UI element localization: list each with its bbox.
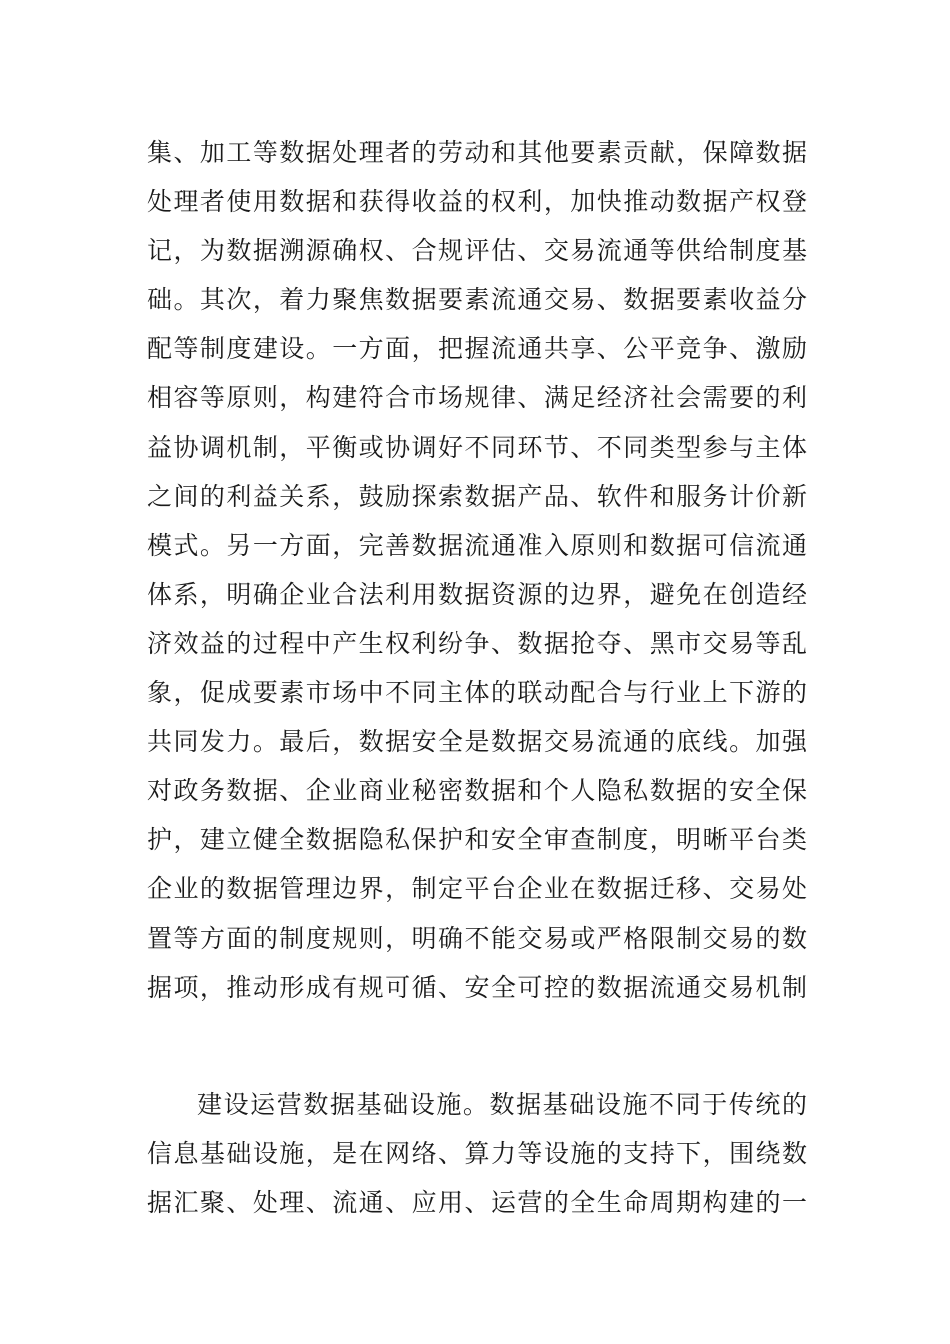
text-line: 据汇聚、处理、流通、应用、运营的全生命周期构建的一: [147, 1188, 807, 1218]
text-line: 象，促成要素市场中不同主体的联动配合与行业上下游的: [147, 678, 807, 708]
text-line: 配等制度建设。一方面，把握流通共享、公平竞争、激励: [147, 334, 807, 364]
text-line: 相容等原则，构建符合市场规律、满足经济社会需要的利: [147, 383, 807, 413]
text-line: 之间的利益关系，鼓励探索数据产品、软件和服务计价新: [147, 481, 807, 511]
text-line: 企业的数据管理边界，制定平台企业在数据迁移、交易处: [147, 874, 807, 904]
paragraph-data-infrastructure: [147, 1080, 807, 1227]
text-line: 信息基础设施，是在网络、算力等设施的支持下，围绕数: [147, 1139, 807, 1169]
text-line: 共同发力。最后，数据安全是数据交易流通的底线。加强: [147, 727, 807, 757]
text-line: 置等方面的制度规则，明确不能交易或严格限制交易的数: [147, 923, 807, 953]
text-line: 础。其次，着力聚焦数据要素流通交易、数据要素收益分: [147, 285, 807, 315]
text-line: 济效益的过程中产生权利纷争、数据抢夺、黑市交易等乱: [147, 628, 807, 658]
text-line: 建设运营数据基础设施。数据基础设施不同于传统的: [197, 1090, 807, 1119]
text-line: 护，建立健全数据隐私保护和安全审查制度，明晰平台类: [147, 825, 807, 855]
text-line: 记，为数据溯源确权、合规评估、交易流通等供给制度基: [147, 236, 807, 266]
paragraph-data-circulation: [147, 128, 807, 1012]
text-line: 益协调机制，平衡或协调好不同环节、不同类型参与主体: [147, 432, 807, 462]
text-line: 体系，明确企业合法利用数据资源的边界，避免在创造经: [147, 579, 807, 609]
text-line: 据项，推动形成有规可循、安全可控的数据流通交易机制: [147, 972, 807, 1002]
text-line: 集、加工等数据处理者的劳动和其他要素贡献，保障数据: [147, 138, 807, 167]
text-line: 模式。另一方面，完善数据流通准入原则和数据可信流通: [147, 530, 807, 560]
text-line: 对政务数据、企业商业秘密数据和个人隐私数据的安全保: [147, 776, 807, 806]
text-line: 处理者使用数据和获得收益的权利，加快推动数据产权登: [147, 187, 807, 217]
